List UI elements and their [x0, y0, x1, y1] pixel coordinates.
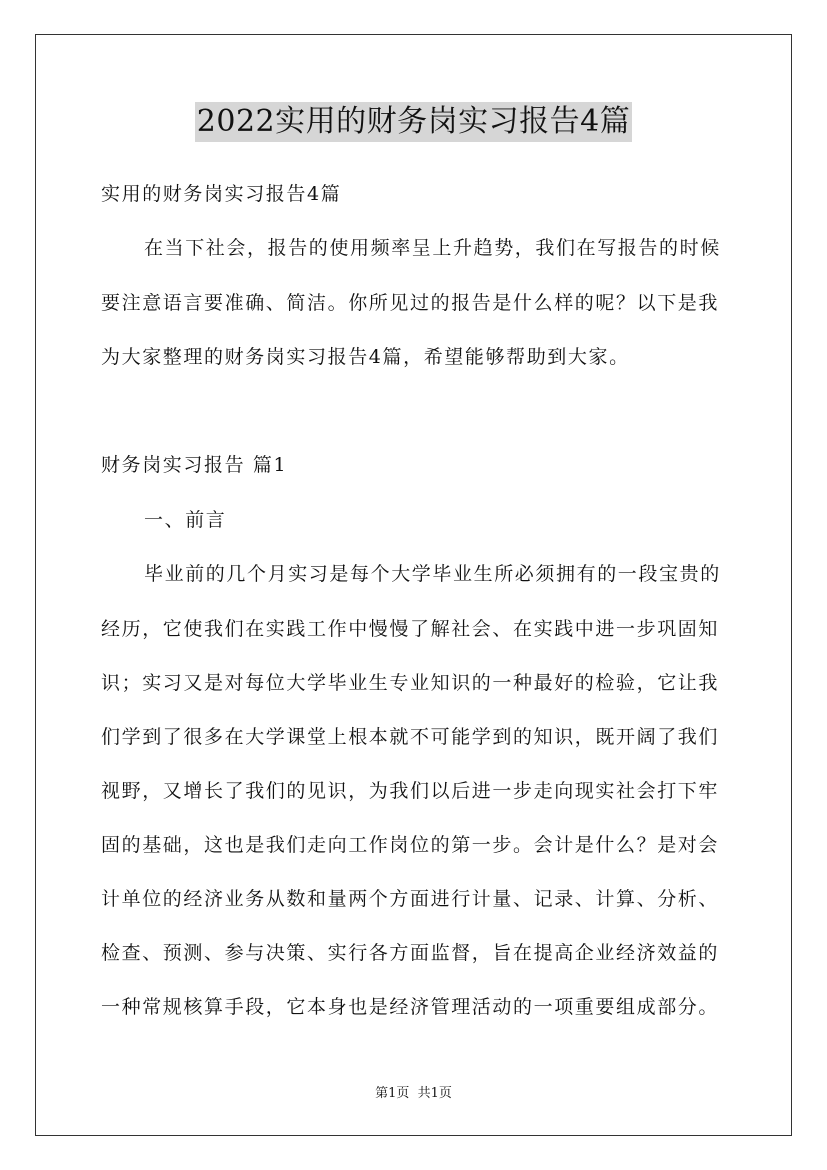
- subsection-heading: 一、前言: [144, 509, 227, 531]
- document-subtitle: 实用的财务岗实习报告4篇: [101, 183, 342, 205]
- page-footer: [0, 1082, 827, 1101]
- body-line-7: 计单位的经济业务从数和量两个方面进行计量、记录、计算、分析、: [101, 888, 720, 910]
- page-total: 共1页: [417, 1086, 452, 1101]
- intro-line-2: 要注意语言要准确、简洁。你所见过的报告是什么样的呢？以下是我: [101, 292, 720, 314]
- body-line-9: 一种常规核算手段，它本身也是经济管理活动的一项重要组成部分。: [101, 996, 720, 1018]
- intro-line-1: 在当下社会，报告的使用频率呈上升趋势，我们在写报告的时候: [144, 237, 721, 259]
- body-line-8: 检查、预测、参与决策、实行各方面监督，旨在提高企业经济效益的: [101, 942, 720, 964]
- page-number: 第1页: [375, 1086, 410, 1101]
- body-line-3: 识；实习又是对每位大学毕业生专业知识的一种最好的检验，它让我: [101, 672, 720, 694]
- section-heading: 财务岗实习报告 篇1: [101, 454, 288, 476]
- body-line-4: 们学到了很多在大学课堂上根本就不可能学到的知识，既开阔了我们: [101, 726, 720, 748]
- document-title: 2022实用的财务岗实习报告4篇: [195, 102, 632, 142]
- body-line-5: 视野，又增长了我们的见识，为我们以后进一步走向现实社会打下牢: [101, 780, 720, 802]
- title-container: [0, 102, 827, 142]
- body-line-2: 经历，它使我们在实践工作中慢慢了解社会、在实践中进一步巩固知: [101, 618, 720, 640]
- intro-line-3: 为大家整理的财务岗实习报告4篇，希望能够帮助到大家。: [101, 346, 630, 368]
- body-line-1: 毕业前的几个月实习是每个大学毕业生所必须拥有的一段宝贵的: [144, 563, 721, 585]
- body-line-6: 固的基础，这也是我们走向工作岗位的第一步。会计是什么？是对会: [101, 834, 720, 856]
